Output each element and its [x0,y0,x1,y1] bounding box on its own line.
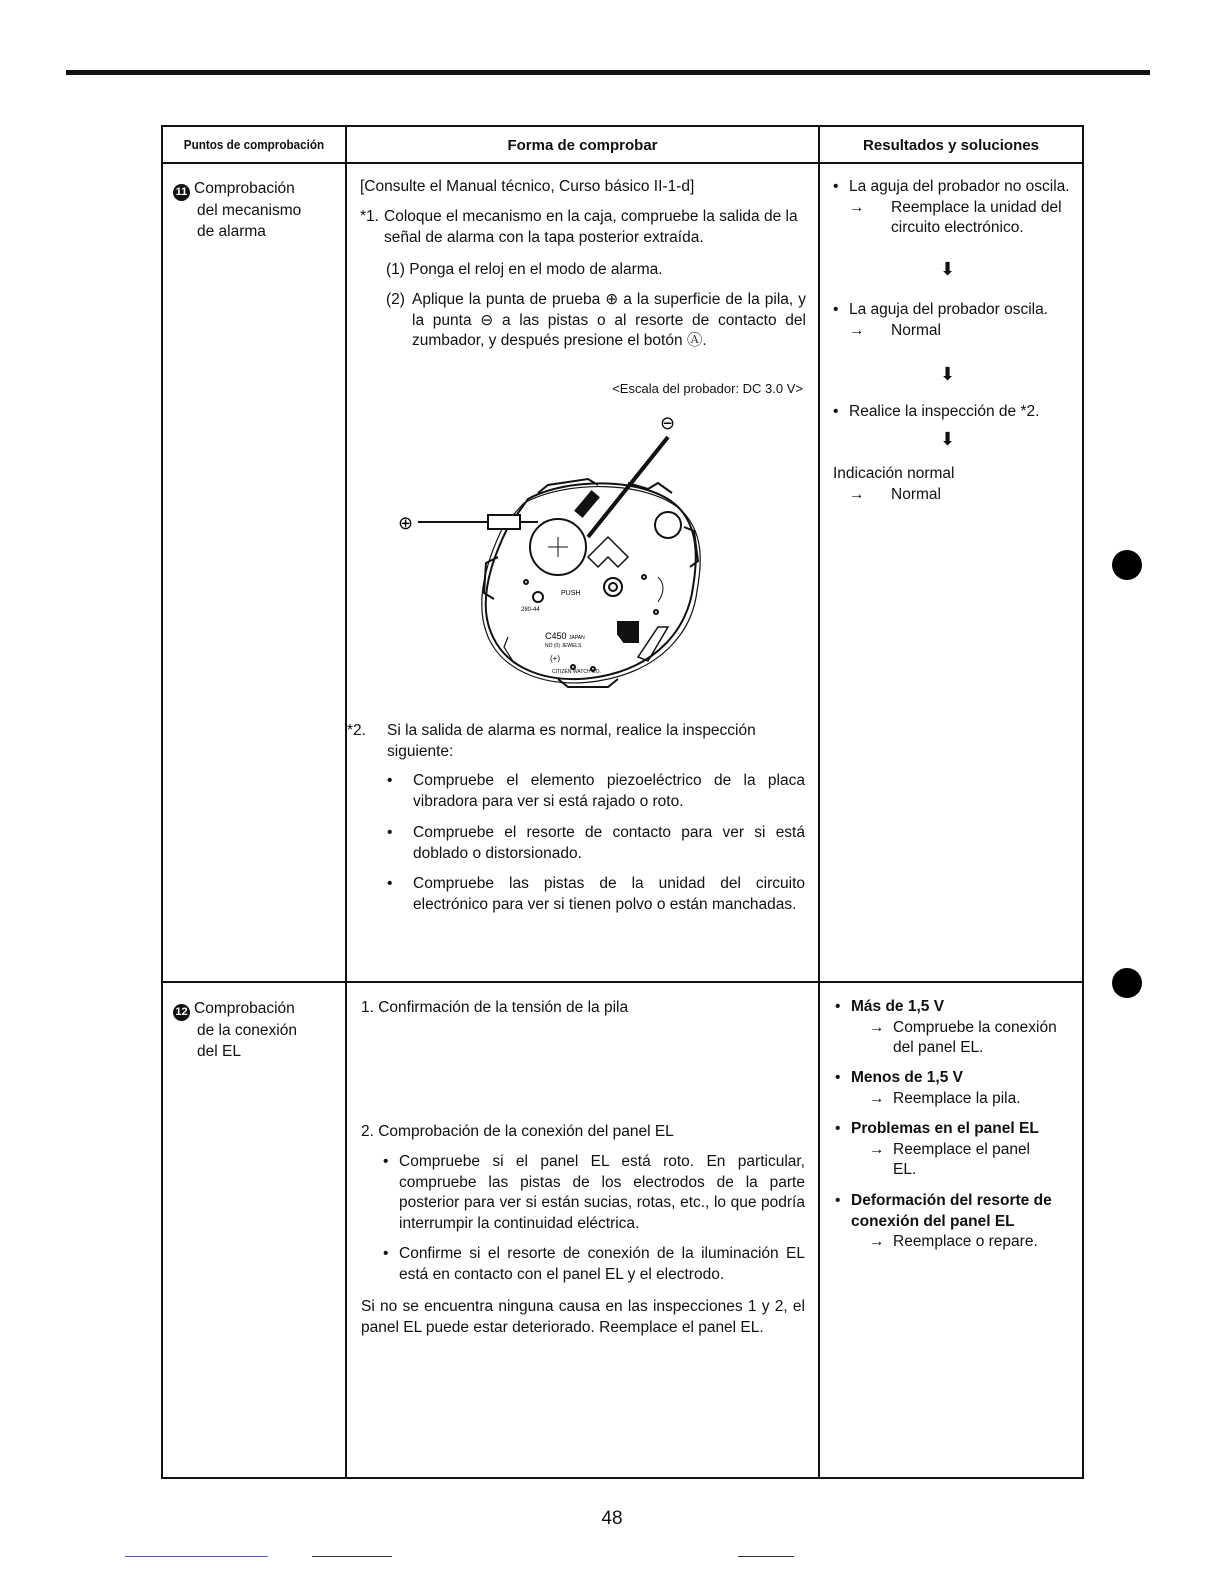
movement-diagram [398,407,728,707]
header-how-to-check: Forma de comprobar [507,137,658,154]
el-result-over: • Más de 1,5 V → Compruebe la conexión del panel EL. [835,998,1057,1056]
top-rule [66,70,1150,75]
result-inspection-2: • Realice la inspección de *2. [833,403,1040,420]
flow-arrow: ⬇ [940,429,956,449]
model-label: C450 [545,631,567,641]
header-divider [163,162,1082,164]
el-result-spring: • Deformación del resorte de conexión del panel EL → Reemplace o repare. [835,1192,1052,1250]
footer-mark [312,1556,392,1557]
row-divider [163,981,1082,983]
sub-step-1: (1) Ponga el reloj en el modo de alarma. [386,261,663,278]
check-point-alarm: 11 Comprobación del mecanismo de alarma [173,179,338,242]
result-normal-indication: Indicación normal → Normal [833,465,955,503]
el-step-2: 2. Comprobación de la conexión del panel EL [361,1123,674,1140]
result-no-oscillation: • La aguja del probador no oscila. → Reemplace la unidad del circuito electrónico. [833,178,1070,236]
code-label: 280-44 [521,607,540,613]
step-1: *1. Coloque el mecanismo en la caja, compruebe la salida de la señal de alarma con la tapa posterior extraída. [360,208,798,246]
el-note: Si no se encuentra ninguna causa en las inspecciones 1 y 2, el panel EL puede estar deteriorado. Reemplace el panel EL. [361,1298,805,1336]
footer-mark [125,1556,268,1557]
header-results: Resultados y soluciones [863,137,1039,154]
bullet-spring: • Compruebe el resorte de contacto para ver si está doblado o distorsionado. [387,824,805,862]
bullet-piezo: • Compruebe el elemento piezoeléctrico de la placa vibradora para ver si está rajado o roto. [387,772,805,810]
country-label: JAPAN [569,635,585,641]
flow-arrow: ⬇ [940,259,956,279]
jewels-label: NO (0) JEWELS [545,643,582,649]
step-2: *2. Si la salida de alarma es normal, realice la inspección siguiente: [347,722,756,760]
flow-arrow: ⬇ [940,364,956,384]
inspection-table [161,125,1084,1479]
check-point-el: 12 Comprobación de la conexión del EL [173,999,338,1062]
bullet-tracks: • Compruebe las pistas de la unidad del circuito electrónico para ver si tienen polvo o están manchadas. [387,875,805,913]
binder-hole-mark [1112,968,1142,998]
column-divider [345,127,347,1477]
sub-step-2: (2) Aplique la punta de prueba ⊕ a la superficie de la pila, y la punta ⊖ a las pistas o al resorte de contacto del zumbador, y después presione el botón Ⓐ. [386,291,806,349]
item-number-12: 12 [173,1004,190,1021]
plus-probe-label: ⊕ [398,513,414,534]
item-number-11: 11 [173,184,190,201]
minus-probe-label: ⊖ [660,413,676,434]
footer-mark [738,1556,794,1557]
header-check-points: Puntos de comprobación [183,137,325,152]
el-bullet-spring: • Confirme si el resorte de conexión de la iluminación EL está en contacto con el panel EL y el electrodo. [383,1245,805,1283]
brand-label: CITIZEN WATCH CO. [552,669,601,675]
manual-reference: [Consulte el Manual técnico, Curso básico II-1-d] [360,178,695,195]
push-label: PUSH [561,590,581,597]
movement-outline [482,479,700,687]
plus-small-label: (+) [550,654,560,663]
result-oscillation: • La aguja del probador oscila. → Normal [833,301,1049,339]
positive-probe [418,515,538,529]
tester-scale: <Escala del probador: DC 3.0 V> [612,381,803,396]
el-result-under: • Menos de 1,5 V → Reemplace la pila. [835,1069,1021,1107]
page-number: 48 [601,1508,623,1529]
el-result-panel: • Problemas en el panel EL → Reemplace el panel EL. [835,1120,1039,1178]
column-divider [818,127,820,1477]
binder-hole-mark [1112,550,1142,580]
el-bullet-panel: • Compruebe si el panel EL está roto. En particular, compruebe las pistas de los electrodos de la parte posterior para ver si están sucias, rotas, etc., lo que podría interrumpir la continuidad eléctrica. [383,1153,805,1232]
el-step-1: 1. Confirmación de la tensión de la pila [361,999,629,1016]
